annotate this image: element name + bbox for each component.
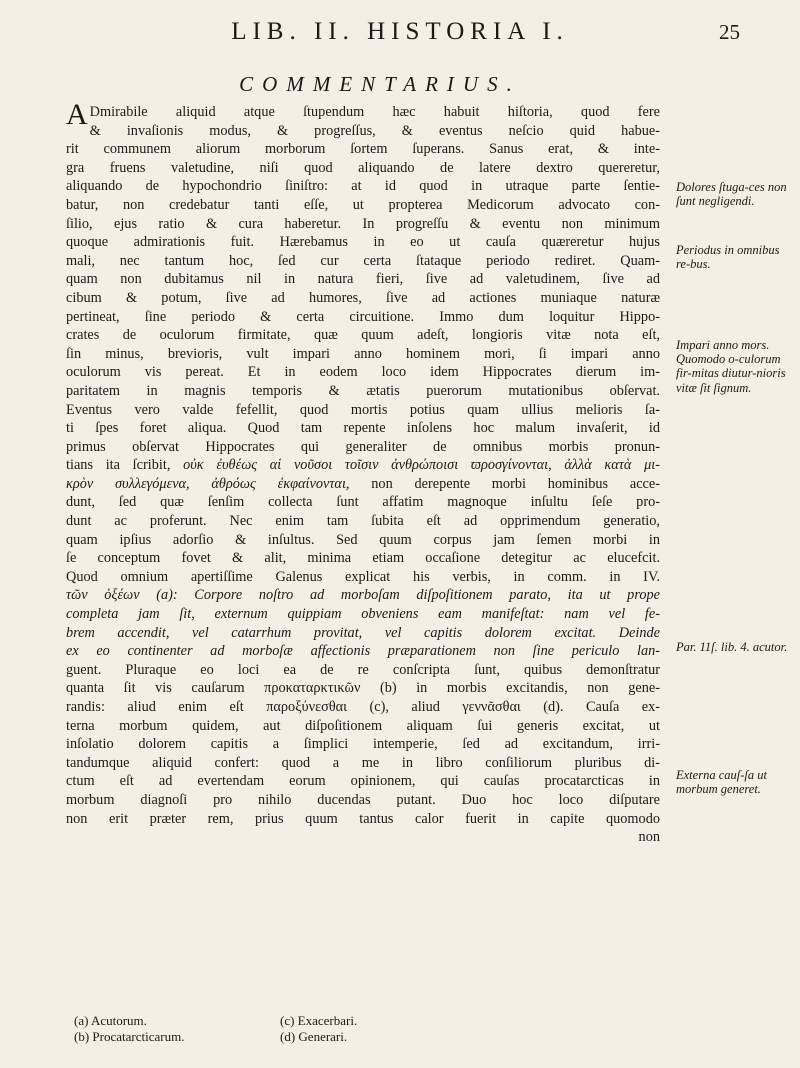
line-rest: non derepente morbi hominibus acce-: [371, 475, 660, 492]
text-line: rit communem aliorum morborum ſortem ſuperans. Sanus erat, & inte-: [66, 141, 660, 158]
margin-note: Par. 11ſ. lib. 4. acutor.: [676, 640, 788, 654]
text-line: & invaſionis modus, & progreſſus, & eventus neſcio quid habue-: [89, 122, 660, 139]
text-line: brem accendit, vel catarrhum provitat, vel capitis dolorem excitat. Deinde: [66, 624, 660, 641]
margin-note: Dolores ſtuga-ces non ſunt negligendi.: [676, 180, 787, 209]
greek-text-line: [66, 456, 660, 475]
drop-cap-letter: A: [66, 98, 88, 131]
text-line: dunt ac proferunt. Nec enim tam ſubita eſt ad opprimendum generatio,: [66, 513, 660, 530]
footnote: (c) Exacerbari.: [280, 1013, 358, 1028]
text-line: ti ſpes foret aliqua. Quod tam repente inſolens hoc malum invaſerit, id: [66, 420, 660, 437]
footnote: (d) Generari.: [280, 1029, 348, 1044]
footnote: (a) Acutorum.: [74, 1013, 147, 1028]
text-line: batur, non credebatur tanti eſſe, ut propterea Medicorum advocato con-: [66, 196, 660, 213]
text-line: quam non dubitamus nil in natura fieri, ſive ad valetudinem, ſive ad: [66, 271, 660, 288]
paragraph: [66, 98, 660, 847]
text-line: non erit præter rem, prius quum tantus calor fuerit in capite quomodo: [66, 810, 660, 827]
text-line: Eventus vero valde fefellit, quod mortis potius quam ullius melioris ſa-: [66, 401, 660, 418]
text-line: quoque admirationis fuit. Hærebamus in eo ut cauſa quæreretur hujus: [66, 234, 660, 251]
greek-text-line: [66, 475, 660, 494]
text-line: oculorum vis pereat. Et in eodem loco idem Hippocrates dierum im-: [66, 364, 660, 381]
text-line: ſin minus, brevioris, vult impari anno hominem mori, ſi impari anno: [66, 345, 660, 362]
text-line: ctum eſt ad evertendam eorum opinionem, qui cauſas procatarcticas in: [66, 773, 660, 790]
text-line: randis: aliud enim eſt παροξύνεσθαι (c), aliud γεννᾶσθαι (d). Cauſa ex-: [66, 699, 660, 715]
text-line: τῶν ὀξέων (a): Corpore noſtro ad morboſam diſpoſitionem parato, ita ut prope: [66, 587, 660, 604]
text-line: primus obſervat Hippocrates qui generaliter de omnibus morbis pronun-: [66, 438, 660, 455]
margin-note: Externa cauſ-ſa ut morbum generet.: [676, 768, 767, 797]
text-line: aliquando de hypochondrio ſiniſtro: at id quod in utraque parte ſentie-: [66, 178, 660, 195]
text-line: completa jam ſit, externum quippiam obveniens eam manifeſtat: nam vel fe-: [66, 606, 660, 623]
text-line: cibum & potum, ſive ad humores, ſive ad actiones muniaque naturæ: [66, 289, 660, 306]
text-line: paritatem in magnis temporis & ætatis puerorum mutationibus obſervat.: [66, 382, 660, 399]
text-line: terna morbum quidem, aut diſpoſitionem aliquam ſui generis excitat, ut: [66, 717, 660, 734]
catchword-text: non: [638, 829, 660, 846]
text-line: guent. Pluraque eo loci ea de re conſcripta ſunt, quibus demonſtratur: [66, 661, 660, 678]
running-title: LIB. II. HISTORIA I.: [231, 18, 569, 45]
text-line: ſilio, ejus ratio & cura haberetur. In progreſſu & eventu non minimum: [66, 215, 660, 232]
text-line: quanta ſit vis cauſarum προκαταρκτικῶν (b) in morbis excitandis, non gene-: [66, 680, 660, 697]
text-line: pertineat, ſine periodo & certa circuitione. Immo dum loquitur Hippo-: [66, 308, 660, 325]
text-line: inſolatio dolorem capitis a ſimplici intemperie, ſed ad excitandum, irri-: [66, 736, 660, 753]
text-line: ſe conceptum fovet & alit, minima etiam occaſione detegitur ac elucefcit.: [66, 550, 660, 567]
catchword: [66, 828, 660, 847]
text-line: quam ipſius adorſio & inſultus. Sed quum corpus jam ſemen morbi in: [66, 531, 660, 548]
text-line: Dmirabile aliquid atque ſtupendum hæc habuit hiſtoria, quod fere: [89, 104, 660, 120]
text-line: mali, nec tantum hoc, ſed cur certa ſtataque periodo rediret. Quam-: [66, 252, 660, 269]
text-line: ex eo continenter ad morboſæ affectionis præparationem non ſine periculo lan-: [66, 643, 660, 660]
text-line: morbum diagnoſi pro nihilo ducendas putant. Duo hoc loco diſputare: [66, 791, 660, 808]
section-title: COMMENTARIUS.: [239, 72, 521, 96]
text-line: tandumque aliquid confert: quod a me in libro conſiliorum pluribus di-: [66, 754, 660, 771]
text-line: Quod omnium apertiſſime Galenus explicat his verbis, in comm. in IV.: [66, 568, 660, 585]
text-line: dunt, ſed quæ ſenſim collecta ſunt affatim magnoque inſultu ſeſe pro-: [66, 494, 660, 511]
page-number: 25: [719, 20, 740, 44]
footnote: (b) Procatarcticarum.: [74, 1029, 185, 1044]
text-line: crates de oculorum firmitate, quæ quum adeſt, longioris vitæ nota eſt,: [66, 327, 660, 344]
running-head: [60, 18, 740, 48]
commentary-body: [66, 98, 660, 847]
greek-quote: κρὸν συλλεγόμενα, ἀθρόως ἐκφαίνονται,: [66, 475, 350, 492]
greek-quote: οὐκ ἐυθέως αἱ νοῦσοι τοῖσιν ἀνθρώποισι ϖροσγίνονται, ἀλλὰ κατὰ μι-: [183, 457, 660, 474]
line-prefix: tians ita ſcribit,: [66, 457, 171, 474]
margin-note: Periodus in omnibus re-bus.: [676, 243, 780, 272]
text-line: gra fruens valetudine, niſi quod aliquando de latere dextro quereretur,: [66, 159, 660, 176]
margin-note: Impari anno mors. Quomodo o-culorum fir-mitas diutur-nioris vitæ ſit ſignum.: [676, 338, 786, 395]
